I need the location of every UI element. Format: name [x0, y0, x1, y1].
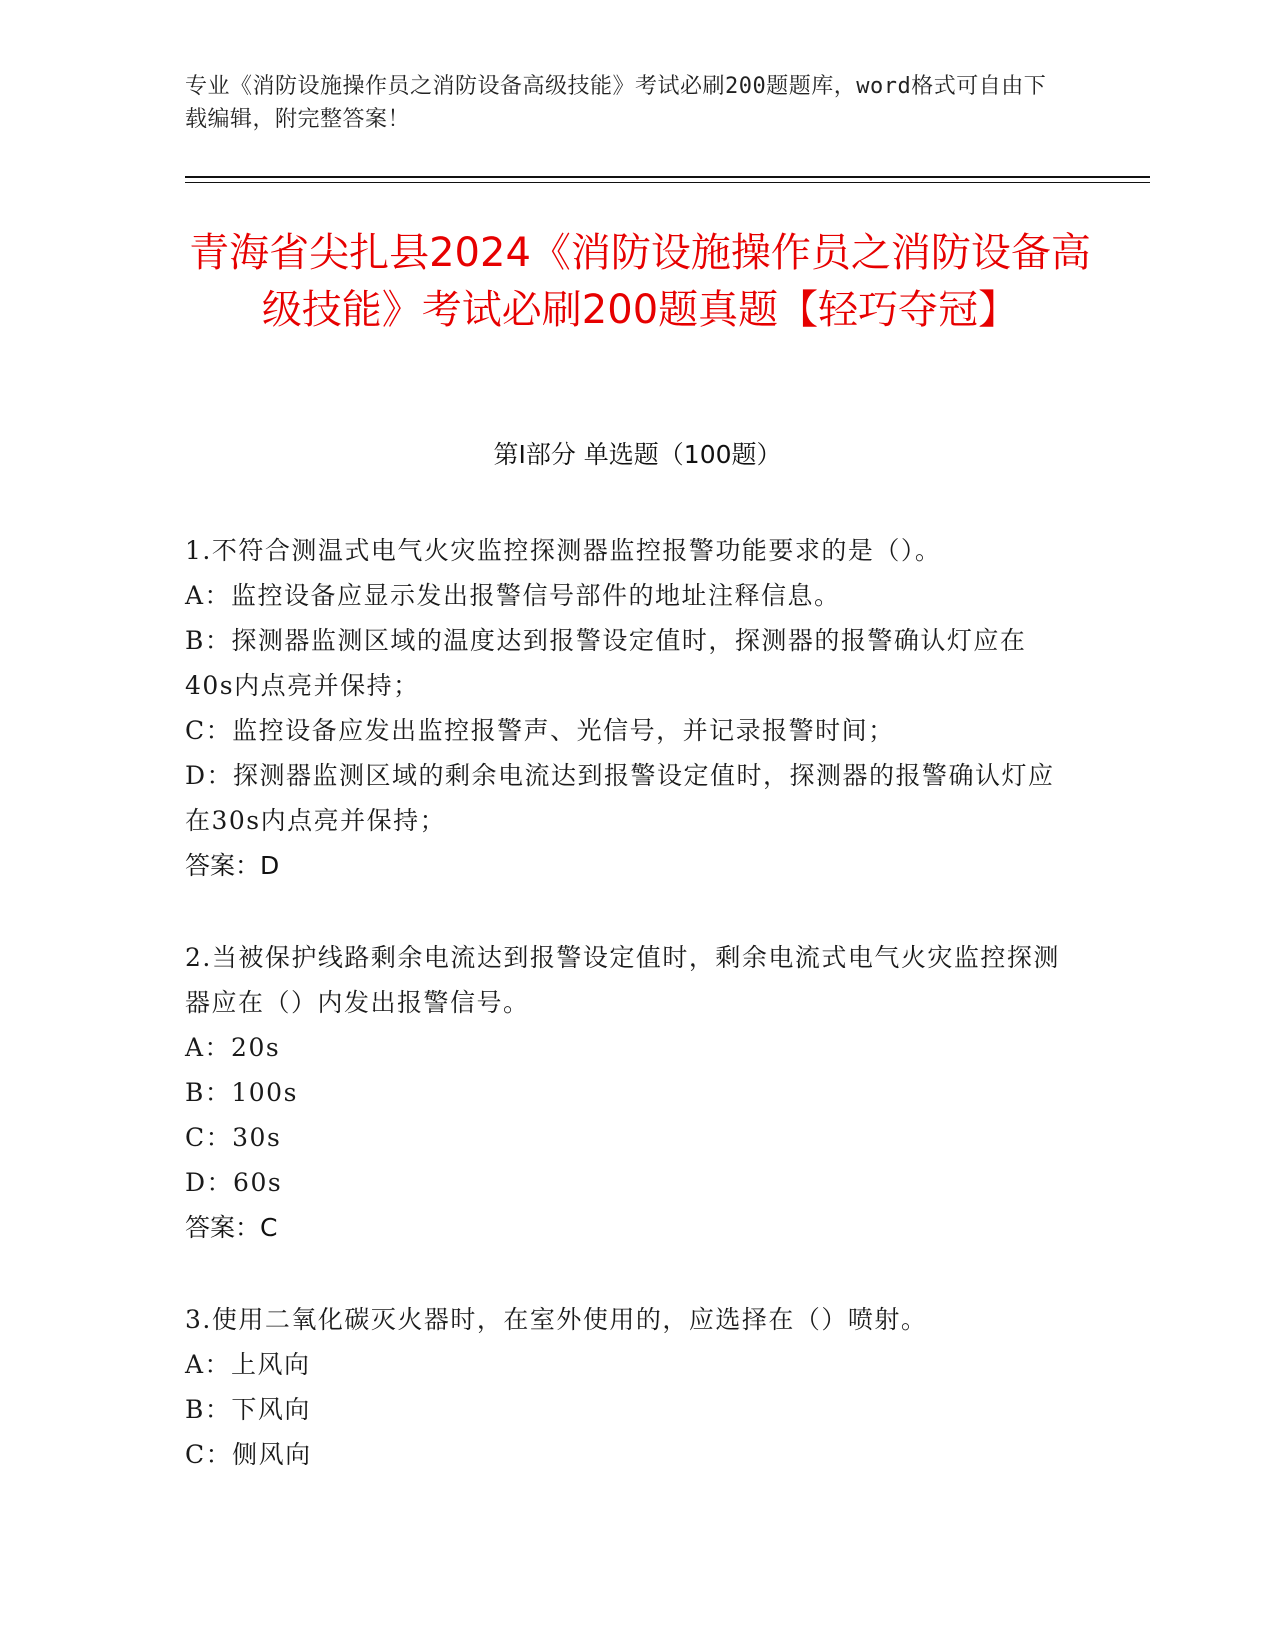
option-a: A：监控设备应显示发出报警信号部件的地址注释信息。	[185, 581, 841, 610]
question-3	[185, 1297, 1065, 1477]
question-1	[185, 528, 1065, 888]
option-c: C：30s	[185, 1123, 282, 1152]
option-d: D：60s	[185, 1168, 283, 1197]
option-d: D：探测器监测区域的剩余电流达到报警设定值时，探测器的报警确认灯应在30s内点亮并保持；	[185, 761, 1055, 835]
section-heading: 第Ⅰ部分 单选题（100题）	[493, 440, 782, 469]
option-b: B：下风向	[185, 1395, 311, 1424]
header-divider-thick	[185, 176, 1150, 178]
option-c: C：侧风向	[185, 1440, 312, 1469]
option-a: A：上风向	[185, 1350, 311, 1379]
answer: 答案：C	[185, 1213, 278, 1242]
question-stem: 2.当被保护线路剩余电流达到报警设定值时，剩余电流式电气火灾监控探测器应在（）内发出报警信号。	[185, 943, 1060, 1017]
question-stem: 1.不符合测温式电气火灾监控探测器监控报警功能要求的是（）。	[185, 536, 942, 565]
option-b: B：100s	[185, 1078, 298, 1107]
question-stem: 3.使用二氧化碳灭火器时，在室外使用的，应选择在（）喷射。	[185, 1305, 928, 1334]
option-b: B：探测器监测区域的温度达到报警设定值时，探测器的报警确认灯应在40s内点亮并保持；	[185, 626, 1027, 700]
header-divider-thin	[185, 182, 1150, 183]
option-a: A：20s	[185, 1033, 281, 1062]
option-c: C：监控设备应发出监控报警声、光信号，并记录报警时间；	[185, 716, 895, 745]
question-list	[185, 528, 1065, 1524]
document-title: 青海省尖扎县2024《消防设施操作员之消防设备高级技能》考试必刷200题真题【轻巧夺冠】	[189, 230, 1091, 333]
question-2	[185, 935, 1065, 1250]
answer: 答案：D	[185, 851, 280, 880]
header-note: 专业《消防设施操作员之消防设备高级技能》考试必刷200题题库，word格式可自由下载编辑，附完整答案！	[185, 74, 1047, 132]
